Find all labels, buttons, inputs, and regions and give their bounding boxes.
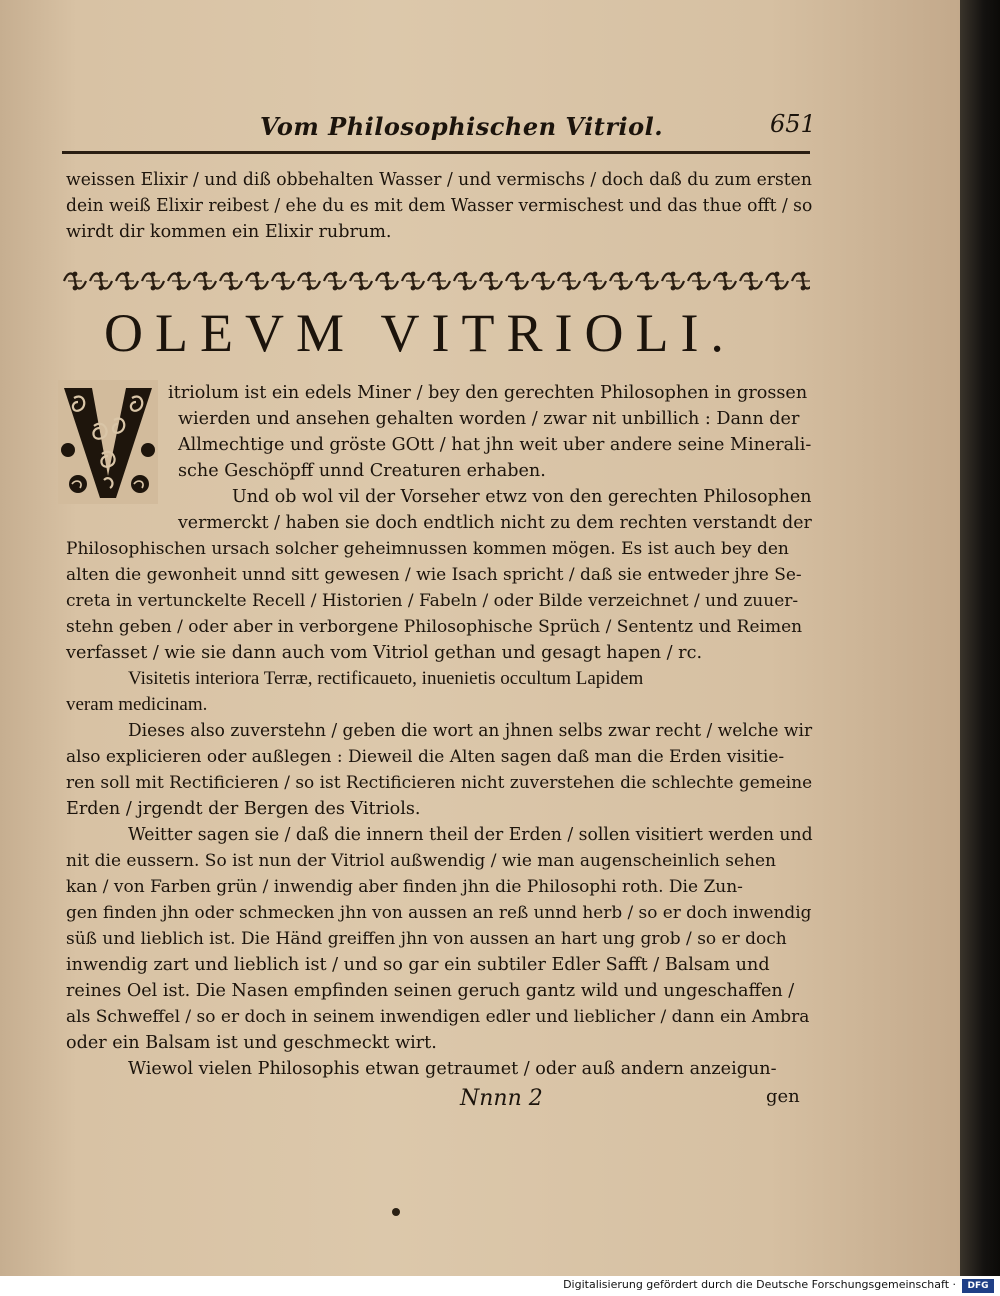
signature-mark: Nnnn 2 bbox=[460, 1086, 543, 1111]
body-line: kan / von Farben grün / inwendig aber finden jhn die Philosophi roth. Die Zun- bbox=[66, 877, 743, 897]
page-number: 651 bbox=[770, 110, 816, 138]
latin-motto: Visitetis interiora Terræ, rectificaueto, inuenietis occultum Lapidem bbox=[128, 668, 644, 689]
dfg-logo: DFG bbox=[962, 1279, 994, 1293]
body-line: stehn geben / oder aber in verborgene Philosophische Sprüch / Sententz und Reimen bbox=[66, 617, 803, 637]
intro-line: wirdt dir kommen ein Elixir rubrum. bbox=[66, 222, 392, 242]
body-line: Weitter sagen sie / daß die innern theil der Erden / sollen visitiert werden und bbox=[128, 825, 813, 845]
body-line: als Schweffel / so er doch in seinem inwendigen edler und lieblicher / dann ein Ambra bbox=[66, 1007, 810, 1027]
body-line: Und ob wol vil der Vorseher etwz von den gerechten Philosophen bbox=[232, 487, 812, 507]
body-line: vermerckt / haben sie doch endtlich nicht zu dem rechten verstandt der bbox=[178, 513, 812, 533]
body-line: alten die gewonheit unnd sitt gewesen / wie Isach spricht / daß sie entweder jhre Se- bbox=[66, 565, 802, 585]
intro-line: weissen Elixir / und diß obbehalten Wasser / und vermischs / doch daß du zum ersten bbox=[66, 170, 812, 190]
section-title: OLEVM VITRIOLI. bbox=[104, 303, 736, 363]
latin-motto: veram medicinam. bbox=[66, 694, 208, 715]
intro-line: dein weiß Elixir reibest / ehe du es mit dem Wasser vermischest und das thue offt / so bbox=[66, 196, 813, 216]
body-line: oder ein Balsam ist und geschmeckt wirt. bbox=[66, 1033, 437, 1053]
body-line: nit die eussern. So ist nun der Vitriol außwendig / wie man augenscheinlich sehen bbox=[66, 851, 776, 871]
body-line: Dieses also zuverstehn / geben die wort an jhnen selbs zwar recht / welche wir bbox=[128, 721, 813, 741]
body-line: verfasset / wie sie dann auch vom Vitriol gethan und gesagt hapen / rc. bbox=[66, 643, 703, 663]
decorated-initial bbox=[58, 380, 158, 504]
body-line: inwendig zart und lieblich ist / und so gar ein subtiler Edler Safft / Balsam und bbox=[66, 955, 770, 975]
body-line: sche Geschöpff unnd Creaturen erhaben. bbox=[178, 461, 546, 481]
catchword: gen bbox=[766, 1086, 800, 1107]
body-line: creta in vertunckelte Recell / Historien / Fabeln / oder Bilde verzeichnet / und zuuer- bbox=[66, 591, 799, 611]
funding-credit: Digitalisierung gefördert durch die Deutsche Forschungsgemeinschaft · bbox=[563, 1278, 956, 1291]
body-line: reines Oel ist. Die Nasen empfinden seinen geruch gantz wild und ungeschaffen / bbox=[66, 981, 795, 1001]
body-line: Philosophischen ursach solcher geheimnussen kommen mögen. Es ist auch bey den bbox=[66, 539, 789, 559]
credit-strip bbox=[0, 1276, 1000, 1296]
body-line: gen finden jhn oder schmecken jhn von aussen an reß unnd herb / so er doch inwendig bbox=[66, 903, 812, 923]
page-edge-shadow bbox=[960, 0, 1000, 1276]
body-line: itriolum ist ein edels Miner / bey den gerechten Philosophen in grossen bbox=[168, 383, 808, 403]
body-line: ren soll mit Rectificieren / so ist Rectificieren nicht zuverstehen die schlechte gemeine bbox=[66, 773, 813, 793]
body-line: Allmechtige und gröste GOtt / hat jhn weit uber andere seine Minerali- bbox=[178, 435, 812, 455]
body-line: Wiewol vielen Philosophis etwan getraumet / oder auß andern anzeigun- bbox=[128, 1059, 777, 1079]
header-rule bbox=[62, 151, 810, 154]
ornamental-band bbox=[62, 268, 810, 294]
body-line: wierden und ansehen gehalten worden / zwar nit unbillich : Dann der bbox=[178, 409, 800, 429]
body-line: süß und lieblich ist. Die Händ greiffen jhn von aussen an hart ung grob / so er doch bbox=[66, 929, 787, 949]
running-title: Vom Philosophischen Vitriol. bbox=[260, 112, 664, 141]
ink-speck bbox=[392, 1208, 400, 1216]
body-line: Erden / jrgendt der Bergen des Vitriols. bbox=[66, 799, 421, 819]
body-line: also explicieren oder außlegen : Dieweil die Alten sagen daß man die Erden visitie- bbox=[66, 747, 785, 767]
